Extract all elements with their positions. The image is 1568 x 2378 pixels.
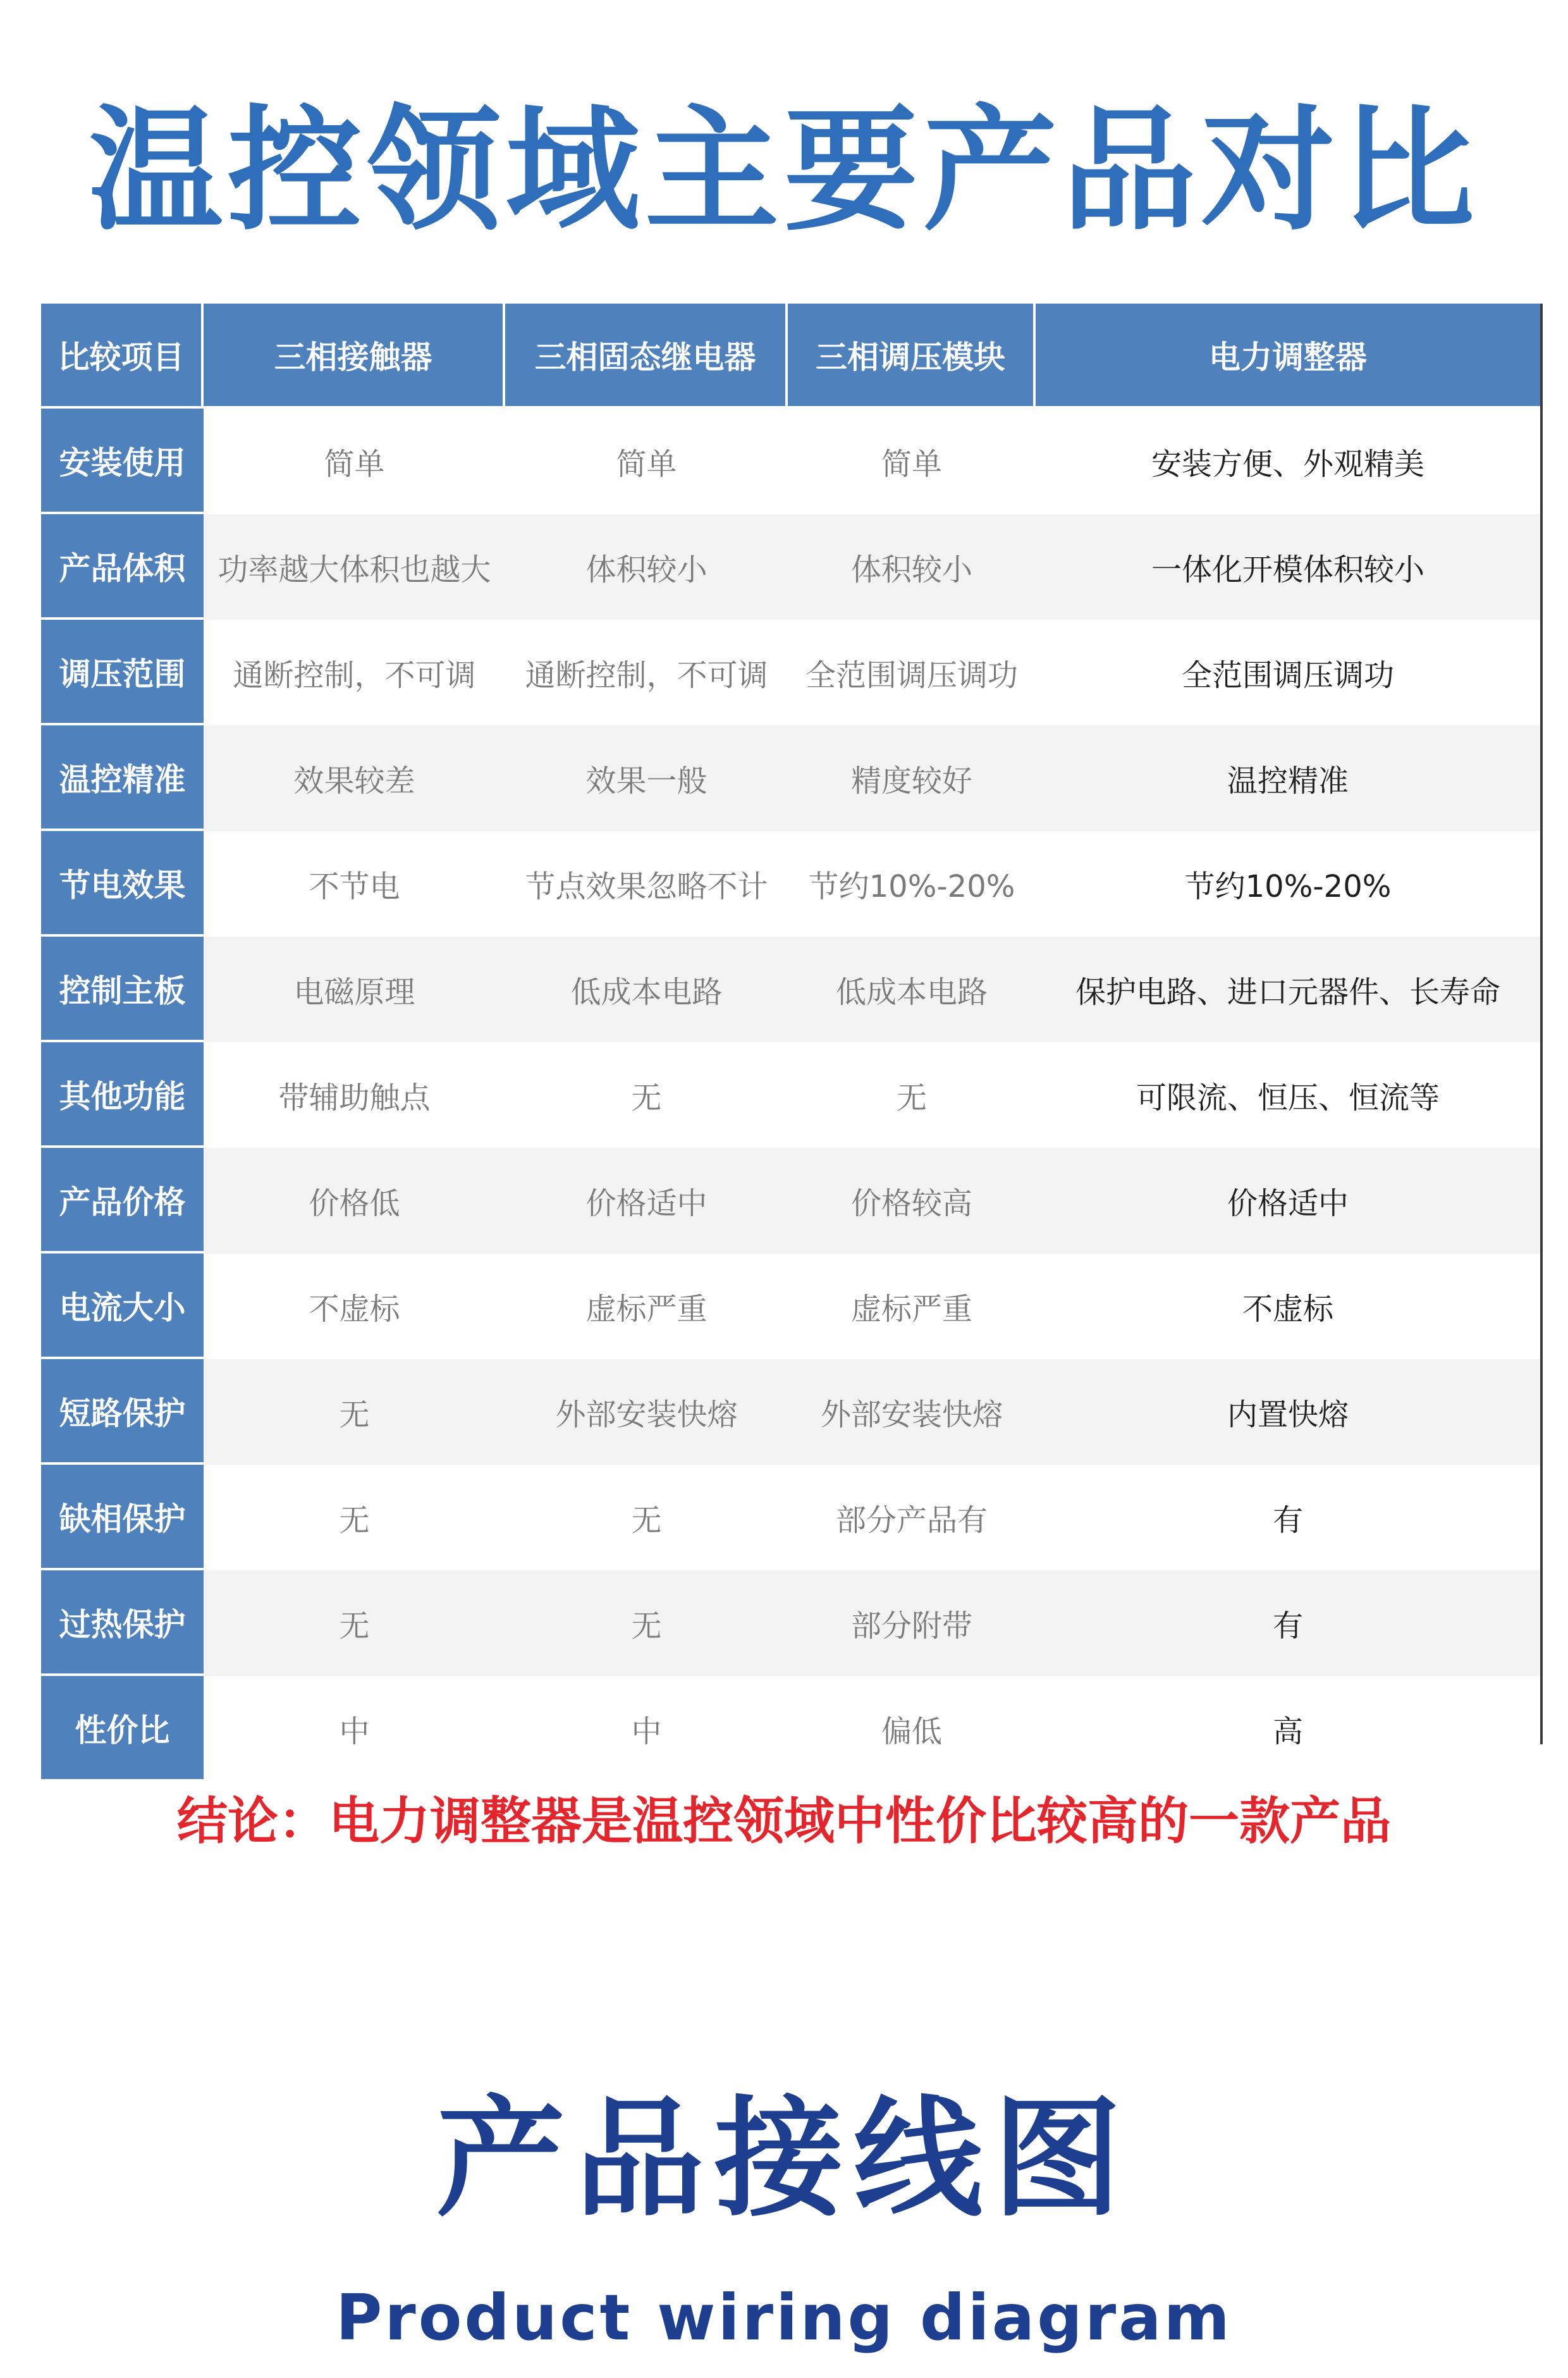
table-cell: 全范围调压调功	[1036, 620, 1540, 725]
table-cell: 电磁原理	[204, 937, 505, 1042]
table-cell: 效果一般	[505, 725, 788, 831]
comparison-table-container	[41, 304, 1543, 1749]
table-cell: 无	[204, 1570, 505, 1676]
table-cell: 体积较小	[788, 514, 1036, 620]
table-cell: 无	[204, 1359, 505, 1465]
table-cell: 简单	[788, 409, 1036, 514]
wiring-section-title: 产品接线图	[436, 2085, 1132, 2234]
table-row	[41, 1359, 1540, 1465]
table-cell: 带辅助触点	[204, 1042, 505, 1148]
table-cell: 无	[204, 1465, 505, 1570]
table-cell: 通断控制，不可调	[505, 620, 788, 725]
table-cell: 效果较差	[204, 725, 505, 831]
table-row	[41, 1676, 1540, 1782]
table-cell: 有	[1036, 1465, 1540, 1570]
header-voltage-module: 三相调压模块	[788, 304, 1036, 409]
table-cell: 虚标严重	[505, 1254, 788, 1359]
table-cell: 保护电路、进口元器件、长寿命	[1036, 937, 1540, 1042]
table-cell: 低成本电路	[505, 937, 788, 1042]
row-label: 安装使用	[41, 409, 204, 514]
table-cell: 内置快熔	[1036, 1359, 1540, 1465]
table-row	[41, 409, 1540, 514]
row-label: 缺相保护	[41, 1465, 204, 1570]
table-cell: 节约10%-20%	[788, 831, 1036, 937]
table-cell: 节点效果忽略不计	[505, 831, 788, 937]
table-row	[41, 514, 1540, 620]
table-cell: 通断控制，不可调	[204, 620, 505, 725]
row-label: 调压范围	[41, 620, 204, 725]
table-row	[41, 1254, 1540, 1359]
table-row	[41, 1042, 1540, 1148]
table-row	[41, 937, 1540, 1042]
table-cell: 无	[505, 1042, 788, 1148]
table-cell: 无	[505, 1465, 788, 1570]
table-row	[41, 620, 1540, 725]
table-cell: 外部安装快熔	[788, 1359, 1036, 1465]
row-label: 温控精准	[41, 725, 204, 831]
table-cell: 无	[788, 1042, 1036, 1148]
table-cell: 高	[1036, 1676, 1540, 1782]
table-header-row	[41, 304, 1540, 409]
wiring-section-subtitle: Product wiring diagram	[336, 2281, 1232, 2355]
row-label: 产品体积	[41, 514, 204, 620]
row-label: 控制主板	[41, 937, 204, 1042]
table-cell: 价格适中	[505, 1148, 788, 1254]
table-cell: 价格适中	[1036, 1148, 1540, 1254]
table-row	[41, 1570, 1540, 1676]
table-cell: 部分附带	[788, 1570, 1036, 1676]
table-cell: 全范围调压调功	[788, 620, 1036, 725]
table-cell: 虚标严重	[788, 1254, 1036, 1359]
table-cell: 节约10%-20%	[1036, 831, 1540, 937]
table-cell: 一体化开模体积较小	[1036, 514, 1540, 620]
table-cell: 可限流、恒压、恒流等	[1036, 1042, 1540, 1148]
table-cell: 温控精准	[1036, 725, 1540, 831]
table-cell: 简单	[204, 409, 505, 514]
table-row	[41, 725, 1540, 831]
header-compare-item: 比较项目	[41, 304, 204, 409]
header-contactor: 三相接触器	[204, 304, 505, 409]
conclusion-text: 结论：电力调整器是温控领域中性价比较高的一款产品	[177, 1792, 1391, 1851]
table-cell: 部分产品有	[788, 1465, 1036, 1570]
table-cell: 中	[204, 1676, 505, 1782]
row-label: 短路保护	[41, 1359, 204, 1465]
table-cell: 外部安装快熔	[505, 1359, 788, 1465]
table-cell: 不虚标	[204, 1254, 505, 1359]
table-cell: 中	[505, 1676, 788, 1782]
table-cell: 简单	[505, 409, 788, 514]
table-cell: 有	[1036, 1570, 1540, 1676]
table-cell: 低成本电路	[788, 937, 1036, 1042]
page-title: 温控领域主要产品对比	[89, 92, 1479, 249]
table-cell: 价格低	[204, 1148, 505, 1254]
table-cell: 不节电	[204, 831, 505, 937]
comparison-table	[41, 304, 1540, 1782]
row-label: 节电效果	[41, 831, 204, 937]
table-cell: 偏低	[788, 1676, 1036, 1782]
table-cell: 体积较小	[505, 514, 788, 620]
row-label: 电流大小	[41, 1254, 204, 1359]
table-cell: 不虚标	[1036, 1254, 1540, 1359]
header-power-regulator: 电力调整器	[1036, 304, 1540, 409]
table-row	[41, 1148, 1540, 1254]
table-cell: 价格较高	[788, 1148, 1036, 1254]
table-cell: 安装方便、外观精美	[1036, 409, 1540, 514]
row-label: 性价比	[41, 1676, 204, 1782]
table-cell: 功率越大体积也越大	[204, 514, 505, 620]
header-ssr: 三相固态继电器	[505, 304, 788, 409]
table-cell: 无	[505, 1570, 788, 1676]
table-cell: 精度较好	[788, 725, 1036, 831]
table-row	[41, 1465, 1540, 1570]
row-label: 产品价格	[41, 1148, 204, 1254]
table-row	[41, 831, 1540, 937]
row-label: 过热保护	[41, 1570, 204, 1676]
row-label: 其他功能	[41, 1042, 204, 1148]
